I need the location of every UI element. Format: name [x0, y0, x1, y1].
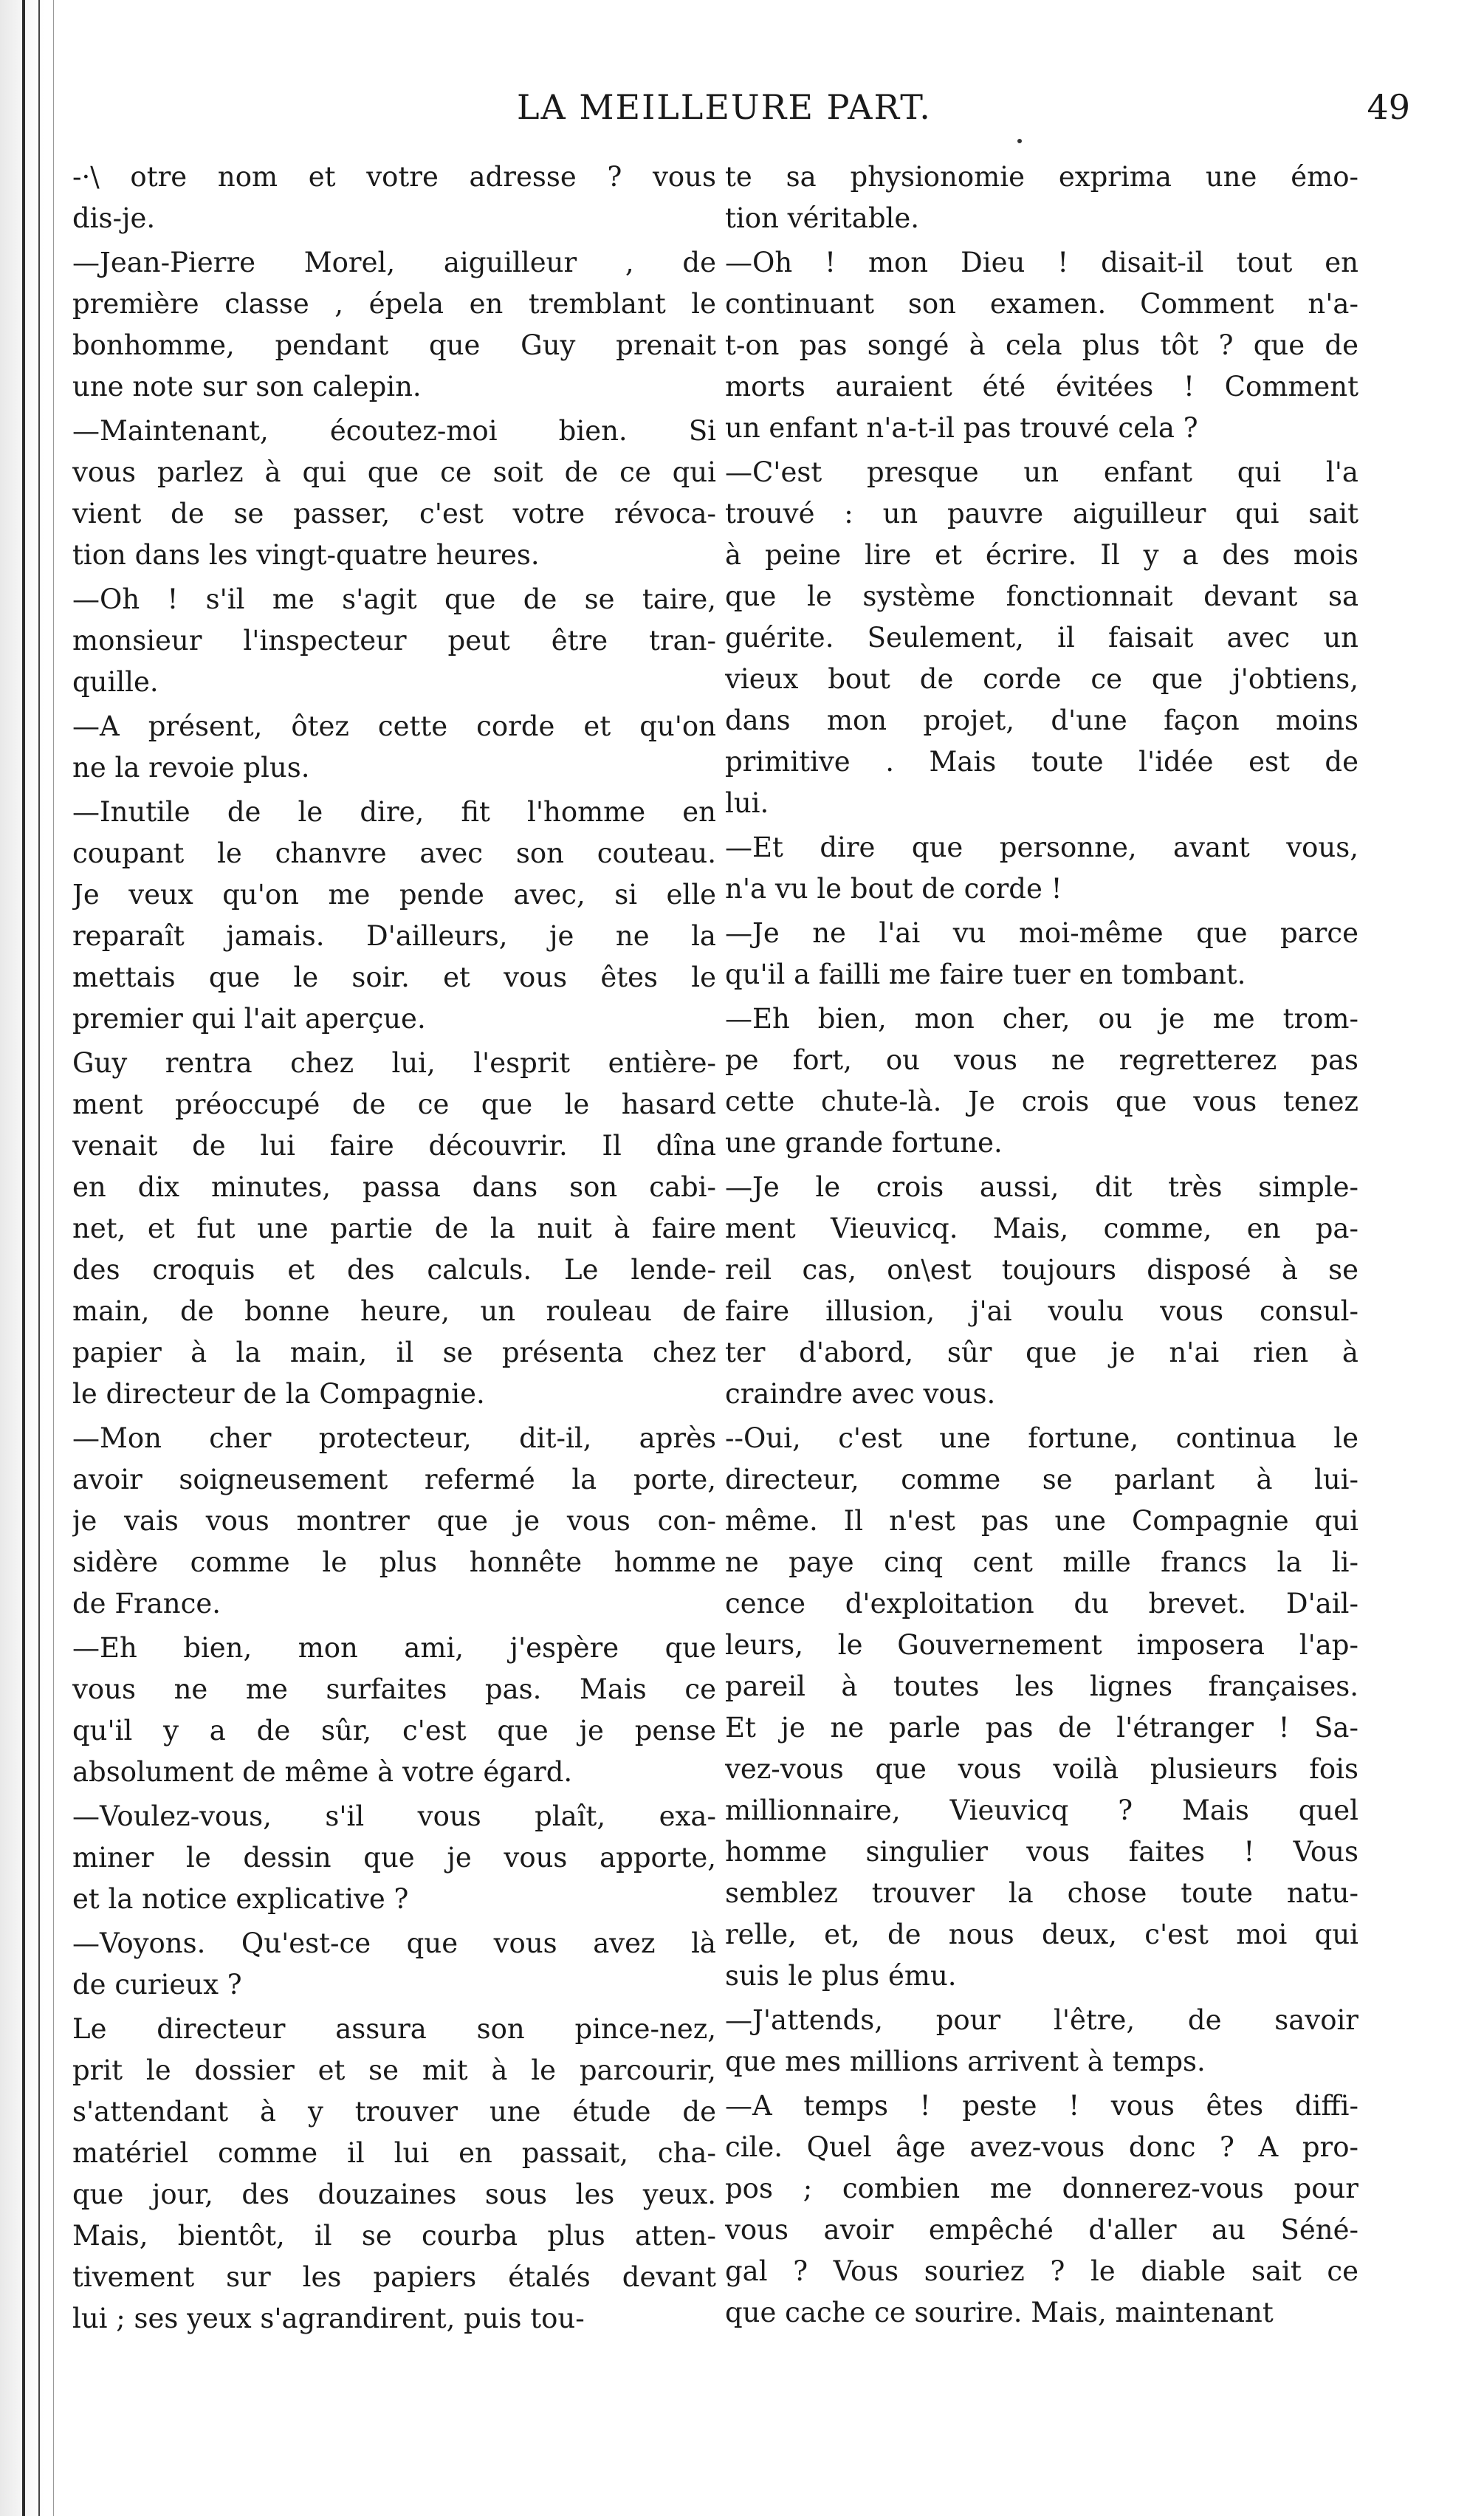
text-line: lui ; ses yeux s'agrandirent, puis tou- — [72, 2303, 585, 2334]
paragraph — [725, 242, 1358, 449]
text-line: Mais, bientôt, il se courba plus atten- — [72, 2220, 716, 2252]
text-line: Le directeur assura son pince-nez, — [72, 2013, 716, 2045]
text-line: —Oh ! s'il me s'agit que de se taire, — [72, 583, 716, 615]
text-line: que le système fonctionnait devant sa — [725, 580, 1358, 612]
page-header — [517, 87, 1410, 131]
text-line: miner le dessin que je vous apporte, — [72, 1842, 716, 1874]
binding-line — [38, 0, 40, 2516]
paragraph — [72, 792, 716, 1040]
text-line: ne paye cinq cent mille francs la li- — [725, 1546, 1358, 1578]
text-line: —Je ne l'ai vu moi-même que parce — [725, 917, 1358, 949]
paragraph — [72, 1628, 716, 1793]
text-line: reil cas, on\est toujours disposé à se — [725, 1254, 1358, 1286]
text-line: ment Vieuvicq. Mais, comme, en pa- — [725, 1213, 1358, 1244]
text-line: vez-vous que vous voilà plusieurs fois — [725, 1753, 1358, 1785]
text-line: —A temps ! peste ! vous êtes diffi- — [725, 2090, 1358, 2122]
text-line: primitive . Mais toute l'idée est de — [725, 746, 1358, 778]
text-line: —Eh bien, mon ami, j'espère que — [72, 1632, 716, 1664]
binding-line — [53, 0, 54, 2516]
text-line: morts auraient été évitées ! Comment — [725, 371, 1358, 402]
text-line: —C'est presque un enfant qui l'a — [725, 456, 1358, 488]
text-line: —Maintenant, écoutez-moi bien. Si — [72, 415, 716, 447]
text-line: leurs, le Gouvernement imposera l'ap- — [725, 1629, 1358, 1661]
text-line: venait de lui faire découvrir. Il dîna — [72, 1130, 716, 1162]
text-line: une grande fortune. — [725, 1127, 1003, 1159]
text-line: dis-je. — [72, 202, 156, 234]
text-line: matériel comme il lui en passait, cha- — [72, 2137, 716, 2169]
text-line: première classe , épela en tremblant le — [72, 288, 716, 320]
text-line: que jour, des douzaines sous les yeux. — [72, 2179, 716, 2210]
text-line: main, de bonne heure, un rouleau de — [72, 1295, 716, 1327]
text-line: t-on pas songé à cela plus tôt ? que de — [725, 329, 1358, 361]
text-line: cile. Quel âge avez-vous donc ? A pro- — [725, 2131, 1358, 2163]
text-line: suis le plus ému. — [725, 1960, 957, 1992]
text-line: —Oh ! mon Dieu ! disait-il tout en — [725, 247, 1358, 278]
text-line: reparaît jamais. D'ailleurs, je ne la — [72, 920, 716, 952]
text-line: premier qui l'ait aperçue. — [72, 1003, 426, 1035]
paragraph — [725, 827, 1358, 910]
text-line: faire illusion, j'ai voulu vous consul- — [725, 1295, 1358, 1327]
left-text-column — [72, 157, 716, 2416]
right-text-column — [725, 157, 1358, 2416]
paragraph — [725, 1167, 1358, 1415]
text-line: une note sur son calepin. — [72, 371, 422, 402]
page-binding-edge — [0, 0, 44, 2516]
text-line: —Mon cher protecteur, dit-il, après — [72, 1422, 716, 1454]
paragraph — [725, 998, 1358, 1164]
text-line: qu'il a failli me faire tuer en tombant. — [725, 959, 1246, 990]
text-line: —Et dire que personne, avant vous, — [725, 832, 1358, 863]
paragraph — [72, 706, 716, 789]
text-line: des croquis et des calculs. Le lende- — [72, 1254, 716, 1286]
text-line: vient de se passer, c'est votre révoca- — [72, 498, 716, 529]
text-line: de France. — [72, 1588, 221, 1619]
paragraph — [725, 913, 1358, 995]
text-line: quille. — [72, 666, 159, 698]
text-line: ment préoccupé de ce que le hasard — [72, 1089, 716, 1120]
page-number: 49 — [1367, 87, 1410, 127]
paragraph — [72, 1923, 716, 2006]
text-line: sidère comme le plus honnête homme — [72, 1546, 716, 1578]
text-line: je vais vous montrer que je vous con- — [72, 1505, 716, 1537]
text-line: --Oui, c'est une fortune, continua le — [725, 1422, 1358, 1454]
text-line: —Eh bien, mon cher, ou je me trom- — [725, 1003, 1358, 1035]
text-line: monsieur l'inspecteur peut être tran- — [72, 625, 716, 657]
text-line: vous parlez à qui que ce soit de ce qui — [72, 456, 716, 488]
text-line: —Voyons. Qu'est-ce que vous avez là — [72, 1927, 716, 1959]
text-line: prit le dossier et se mit à le parcourir, — [72, 2054, 716, 2086]
text-line: Et je ne parle pas de l'étranger ! Sa- — [725, 1712, 1358, 1744]
text-line: papier à la main, il se présenta chez — [72, 1337, 716, 1368]
text-line: —Jean-Pierre Morel, aiguilleur , de — [72, 247, 716, 278]
text-line: bonhomme, pendant que Guy prenait — [72, 329, 716, 361]
text-line: vous ne me surfaites pas. Mais ce — [72, 1673, 716, 1705]
paragraph — [72, 1418, 716, 1625]
paragraph — [725, 452, 1358, 824]
text-line: —A présent, ôtez cette corde et qu'on — [72, 710, 716, 742]
text-line: trouvé : un pauvre aiguilleur qui sait — [725, 498, 1358, 529]
text-line: Je veux qu'on me pende avec, si elle — [72, 879, 716, 911]
paragraph — [72, 157, 716, 239]
paragraph — [725, 2085, 1358, 2334]
text-line: un enfant n'a-t-il pas trouvé cela ? — [725, 412, 1198, 444]
text-line: cette chute-là. Je crois que vous tenez — [725, 1086, 1358, 1117]
text-line: à peine lire et écrire. Il y a des mois — [725, 539, 1358, 571]
text-line: absolument de même à votre égard. — [72, 1756, 573, 1788]
running-title: LA MEILLEURE PART. — [517, 87, 932, 127]
text-line: cence d'exploitation du brevet. D'ail- — [725, 1588, 1358, 1619]
binding-line — [22, 0, 25, 2516]
text-line: tion dans les vingt-quatre heures. — [72, 539, 540, 571]
text-line: semblez trouver la chose toute natu- — [725, 1877, 1358, 1909]
paragraph — [725, 157, 1358, 239]
paragraph — [72, 1043, 716, 1415]
text-line: homme singulier vous faites ! Vous — [725, 1836, 1358, 1868]
text-line: dans mon projet, d'une façon moins — [725, 705, 1358, 736]
paragraph — [725, 1418, 1358, 1997]
text-line: —J'attends, pour l'être, de savoir — [725, 2004, 1358, 2036]
text-line: craindre avec vous. — [725, 1378, 996, 1410]
text-line: lui. — [725, 787, 769, 819]
text-line: te sa physionomie exprima une émo- — [725, 161, 1358, 193]
text-line: pos ; combien me donnerez-vous pour — [725, 2173, 1358, 2204]
text-line: guérite. Seulement, il faisait avec un — [725, 622, 1358, 654]
text-line: que cache ce sourire. Mais, maintenant — [725, 2297, 1274, 2328]
text-line: vous avoir empêché d'aller au Séné- — [725, 2214, 1358, 2246]
text-line: que mes millions arrivent à temps. — [725, 2046, 1206, 2077]
text-line: même. Il n'est pas une Compagnie qui — [725, 1505, 1358, 1537]
text-line: continuant son examen. Comment n'a- — [725, 288, 1358, 320]
print-speck — [1017, 139, 1022, 143]
text-line: en dix minutes, passa dans son cabi- — [72, 1171, 716, 1203]
paragraph — [72, 579, 716, 703]
text-line: pareil à toutes les lignes françaises. — [725, 1670, 1358, 1702]
text-line: qu'il y a de sûr, c'est que je pense — [72, 1715, 716, 1747]
text-line: le directeur de la Compagnie. — [72, 1378, 485, 1410]
text-line: et la notice explicative ? — [72, 1883, 409, 1915]
text-line: coupant le chanvre avec son couteau. — [72, 837, 716, 869]
text-line: vieux bout de corde ce que j'obtiens, — [725, 663, 1358, 695]
text-line: relle, et, de nous deux, c'est moi qui — [725, 1919, 1358, 1950]
text-line: s'attendant à y trouver une étude de — [72, 2096, 716, 2128]
text-line: —Inutile de le dire, fit l'homme en — [72, 796, 716, 828]
text-line: —Voulez-vous, s'il vous plaît, exa- — [72, 1800, 716, 1832]
paragraph — [725, 2000, 1358, 2083]
text-line: Guy rentra chez lui, l'esprit entière- — [72, 1047, 716, 1079]
paragraph — [72, 2009, 716, 2340]
text-line: de curieux ? — [72, 1969, 242, 2001]
paragraph — [72, 411, 716, 576]
text-line: gal ? Vous souriez ? le diable sait ce — [725, 2255, 1358, 2287]
text-line: mettais que le soir. et vous êtes le — [72, 962, 716, 993]
text-line: ne la revoie plus. — [72, 752, 310, 784]
paragraph — [72, 242, 716, 408]
text-line: tivement sur les papiers étalés devant — [72, 2261, 716, 2293]
paragraph — [72, 1796, 716, 1920]
text-line: -·\ otre nom et votre adresse ? vous — [72, 161, 716, 193]
text-line: ter d'abord, sûr que je n'ai rien à — [725, 1337, 1358, 1368]
text-line: pe fort, ou vous ne regretterez pas — [725, 1044, 1358, 1076]
text-line: net, et fut une partie de la nuit à faire — [72, 1213, 716, 1244]
text-line: —Je le crois aussi, dit très simple- — [725, 1171, 1358, 1203]
text-line: millionnaire, Vieuvicq ? Mais quel — [725, 1795, 1358, 1826]
text-line: avoir soigneusement refermé la porte, — [72, 1464, 716, 1495]
text-line: directeur, comme se parlant à lui- — [725, 1464, 1358, 1495]
text-line: n'a vu le bout de corde ! — [725, 873, 1062, 905]
text-line: tion véritable. — [725, 202, 919, 234]
